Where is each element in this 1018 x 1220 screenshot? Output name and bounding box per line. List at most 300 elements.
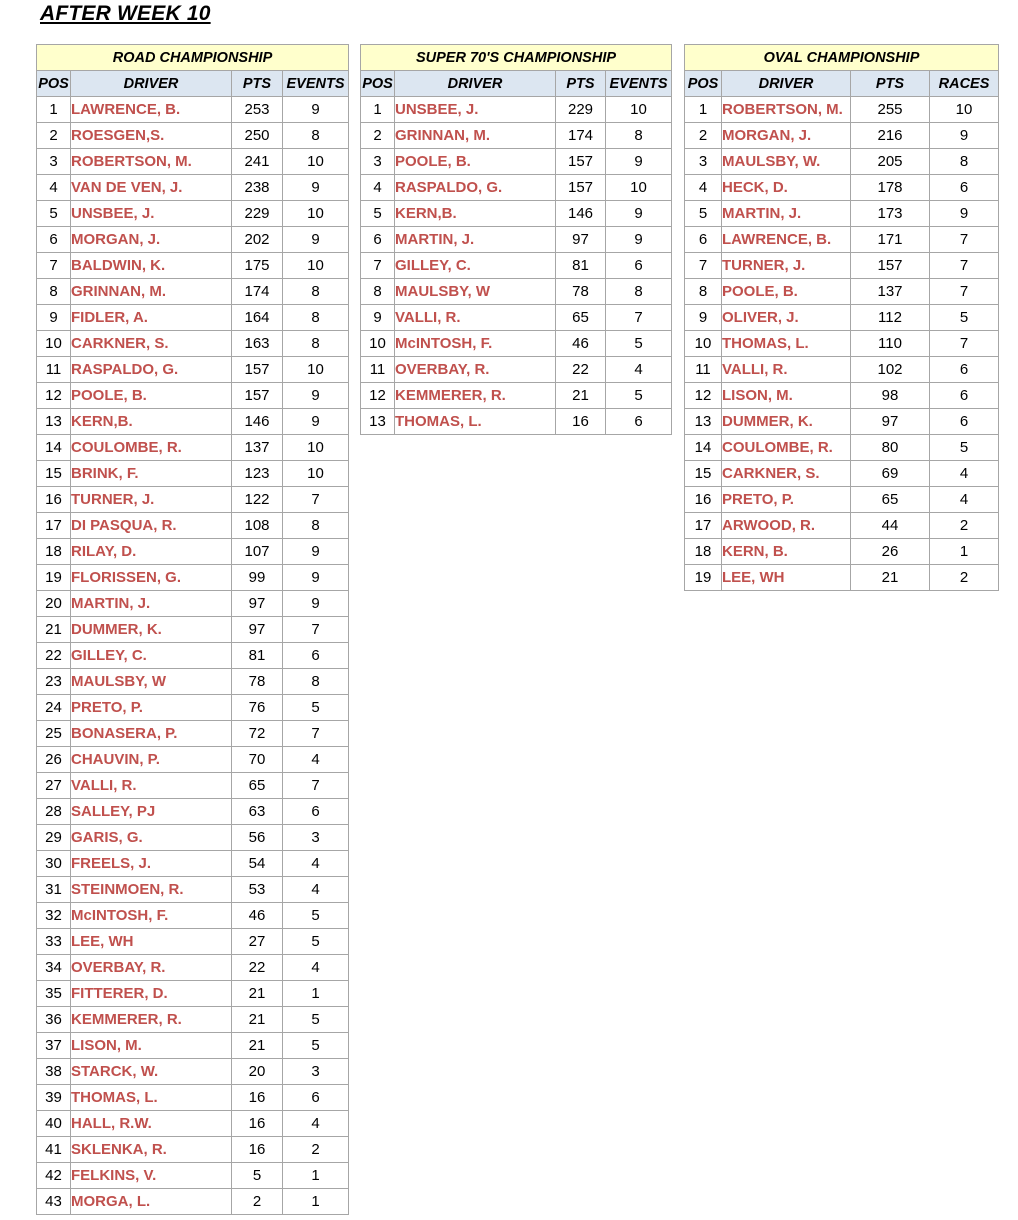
pos-cell: 19 bbox=[37, 565, 71, 591]
pts-cell: 16 bbox=[556, 409, 606, 435]
pos-cell: 6 bbox=[37, 227, 71, 253]
pos-cell: 1 bbox=[685, 97, 722, 123]
pos-cell: 28 bbox=[37, 799, 71, 825]
table-row bbox=[685, 175, 999, 201]
driver-cell: RILAY, D. bbox=[71, 539, 232, 565]
table-row bbox=[37, 435, 349, 461]
driver-cell: PRETO, P. bbox=[71, 695, 232, 721]
table-row bbox=[685, 383, 999, 409]
pos-cell: 2 bbox=[685, 123, 722, 149]
pts-cell: 164 bbox=[232, 305, 283, 331]
driver-cell: PRETO, P. bbox=[722, 487, 851, 513]
driver-cell: POOLE, B. bbox=[71, 383, 232, 409]
pts-cell: 46 bbox=[556, 331, 606, 357]
header-row bbox=[361, 71, 672, 97]
count-cell: 10 bbox=[930, 97, 999, 123]
pos-cell: 29 bbox=[37, 825, 71, 851]
pts-header: PTS bbox=[851, 71, 930, 97]
pos-cell: 26 bbox=[37, 747, 71, 773]
count-cell: 4 bbox=[930, 461, 999, 487]
count-cell: 10 bbox=[283, 357, 349, 383]
pts-cell: 99 bbox=[232, 565, 283, 591]
table-row bbox=[37, 747, 349, 773]
table-row bbox=[37, 799, 349, 825]
driver-cell: UNSBEE, J. bbox=[71, 201, 232, 227]
count-cell: 4 bbox=[283, 1111, 349, 1137]
table-row bbox=[685, 253, 999, 279]
pos-cell: 2 bbox=[37, 123, 71, 149]
driver-cell: CARKNER, S. bbox=[71, 331, 232, 357]
pts-cell: 108 bbox=[232, 513, 283, 539]
count-cell: 9 bbox=[930, 123, 999, 149]
table-title: OVAL CHAMPIONSHIP bbox=[685, 45, 999, 71]
pts-cell: 65 bbox=[851, 487, 930, 513]
driver-cell: RASPALDO, G. bbox=[71, 357, 232, 383]
driver-cell: LAWRENCE, B. bbox=[722, 227, 851, 253]
driver-cell: VAN DE VEN, J. bbox=[71, 175, 232, 201]
pts-cell: 241 bbox=[232, 149, 283, 175]
pos-cell: 1 bbox=[361, 97, 395, 123]
driver-cell: VALLI, R. bbox=[722, 357, 851, 383]
pts-cell: 2 bbox=[232, 1189, 283, 1215]
count-cell: 7 bbox=[283, 617, 349, 643]
pos-cell: 5 bbox=[685, 201, 722, 227]
pos-cell: 32 bbox=[37, 903, 71, 929]
pts-cell: 78 bbox=[556, 279, 606, 305]
count-header: EVENTS bbox=[606, 71, 672, 97]
table-row bbox=[685, 565, 999, 591]
pts-cell: 102 bbox=[851, 357, 930, 383]
count-cell: 3 bbox=[283, 1059, 349, 1085]
pts-cell: 22 bbox=[556, 357, 606, 383]
count-cell: 1 bbox=[930, 539, 999, 565]
count-cell: 9 bbox=[283, 565, 349, 591]
driver-cell: MORGA, L. bbox=[71, 1189, 232, 1215]
pts-cell: 255 bbox=[851, 97, 930, 123]
pos-cell: 6 bbox=[361, 227, 395, 253]
pts-cell: 46 bbox=[232, 903, 283, 929]
pts-cell: 80 bbox=[851, 435, 930, 461]
table-row bbox=[37, 1137, 349, 1163]
pos-cell: 41 bbox=[37, 1137, 71, 1163]
pos-cell: 18 bbox=[685, 539, 722, 565]
count-cell: 5 bbox=[283, 1007, 349, 1033]
pts-cell: 97 bbox=[851, 409, 930, 435]
driver-cell: FREELS, J. bbox=[71, 851, 232, 877]
table-row bbox=[685, 435, 999, 461]
table-row bbox=[37, 955, 349, 981]
driver-cell: BONASERA, P. bbox=[71, 721, 232, 747]
pos-cell: 7 bbox=[361, 253, 395, 279]
table-row bbox=[361, 331, 672, 357]
pts-cell: 174 bbox=[232, 279, 283, 305]
pts-cell: 72 bbox=[232, 721, 283, 747]
pts-cell: 202 bbox=[232, 227, 283, 253]
pos-cell: 5 bbox=[37, 201, 71, 227]
pos-header: POS bbox=[685, 71, 722, 97]
pts-cell: 65 bbox=[556, 305, 606, 331]
pos-cell: 10 bbox=[37, 331, 71, 357]
driver-cell: KERN,B. bbox=[71, 409, 232, 435]
pos-cell: 9 bbox=[685, 305, 722, 331]
pts-cell: 21 bbox=[556, 383, 606, 409]
table-row bbox=[37, 305, 349, 331]
table-row bbox=[37, 617, 349, 643]
driver-cell: BRINK, F. bbox=[71, 461, 232, 487]
pts-cell: 175 bbox=[232, 253, 283, 279]
pos-cell: 6 bbox=[685, 227, 722, 253]
pts-cell: 16 bbox=[232, 1137, 283, 1163]
pts-cell: 20 bbox=[232, 1059, 283, 1085]
table-row bbox=[361, 97, 672, 123]
table-row bbox=[361, 357, 672, 383]
table-row bbox=[37, 1189, 349, 1215]
pts-cell: 216 bbox=[851, 123, 930, 149]
table-row bbox=[361, 149, 672, 175]
pos-cell: 34 bbox=[37, 955, 71, 981]
driver-cell: THOMAS, L. bbox=[722, 331, 851, 357]
driver-cell: MAULSBY, W bbox=[71, 669, 232, 695]
driver-cell: ARWOOD, R. bbox=[722, 513, 851, 539]
driver-header: DRIVER bbox=[395, 71, 556, 97]
driver-cell: VALLI, R. bbox=[71, 773, 232, 799]
driver-cell: CHAUVIN, P. bbox=[71, 747, 232, 773]
pts-cell: 157 bbox=[851, 253, 930, 279]
driver-cell: ROBERTSON, M. bbox=[722, 97, 851, 123]
pts-cell: 123 bbox=[232, 461, 283, 487]
driver-cell: KEMMERER, R. bbox=[395, 383, 556, 409]
driver-cell: GILLEY, C. bbox=[395, 253, 556, 279]
pts-cell: 63 bbox=[232, 799, 283, 825]
table-row bbox=[361, 201, 672, 227]
driver-cell: FIDLER, A. bbox=[71, 305, 232, 331]
driver-cell: ROESGEN,S. bbox=[71, 123, 232, 149]
pts-cell: 21 bbox=[232, 1007, 283, 1033]
driver-cell: GRINNAN, M. bbox=[395, 123, 556, 149]
count-cell: 8 bbox=[283, 123, 349, 149]
pos-cell: 9 bbox=[361, 305, 395, 331]
driver-cell: MARTIN, J. bbox=[395, 227, 556, 253]
count-cell: 4 bbox=[283, 955, 349, 981]
pos-cell: 31 bbox=[37, 877, 71, 903]
driver-header: DRIVER bbox=[71, 71, 232, 97]
count-cell: 7 bbox=[283, 487, 349, 513]
count-cell: 1 bbox=[283, 1163, 349, 1189]
driver-cell: BALDWIN, K. bbox=[71, 253, 232, 279]
pos-cell: 4 bbox=[361, 175, 395, 201]
driver-cell: KEMMERER, R. bbox=[71, 1007, 232, 1033]
driver-cell: ROBERTSON, M. bbox=[71, 149, 232, 175]
count-cell: 7 bbox=[283, 721, 349, 747]
pos-cell: 20 bbox=[37, 591, 71, 617]
header-row bbox=[685, 71, 999, 97]
pos-cell: 36 bbox=[37, 1007, 71, 1033]
pts-cell: 146 bbox=[556, 201, 606, 227]
pos-cell: 13 bbox=[685, 409, 722, 435]
pts-cell: 174 bbox=[556, 123, 606, 149]
pts-cell: 76 bbox=[232, 695, 283, 721]
table-row bbox=[685, 487, 999, 513]
pos-cell: 12 bbox=[685, 383, 722, 409]
count-cell: 8 bbox=[606, 279, 672, 305]
pos-cell: 23 bbox=[37, 669, 71, 695]
pts-cell: 163 bbox=[232, 331, 283, 357]
driver-cell: UNSBEE, J. bbox=[395, 97, 556, 123]
driver-cell: SALLEY, PJ bbox=[71, 799, 232, 825]
driver-cell: OVERBAY, R. bbox=[71, 955, 232, 981]
driver-cell: KERN, B. bbox=[722, 539, 851, 565]
count-cell: 7 bbox=[930, 279, 999, 305]
pos-cell: 8 bbox=[685, 279, 722, 305]
pts-cell: 137 bbox=[851, 279, 930, 305]
driver-cell: MAULSBY, W. bbox=[722, 149, 851, 175]
table-row bbox=[685, 201, 999, 227]
table-row bbox=[361, 175, 672, 201]
count-cell: 7 bbox=[930, 227, 999, 253]
pts-cell: 44 bbox=[851, 513, 930, 539]
driver-cell: THOMAS, L. bbox=[395, 409, 556, 435]
driver-cell: LAWRENCE, B. bbox=[71, 97, 232, 123]
count-cell: 1 bbox=[283, 981, 349, 1007]
pos-cell: 3 bbox=[361, 149, 395, 175]
pos-cell: 39 bbox=[37, 1085, 71, 1111]
pts-cell: 16 bbox=[232, 1085, 283, 1111]
count-cell: 7 bbox=[606, 305, 672, 331]
table-row bbox=[37, 1111, 349, 1137]
pos-cell: 8 bbox=[361, 279, 395, 305]
pos-cell: 11 bbox=[37, 357, 71, 383]
table-row bbox=[37, 409, 349, 435]
pos-cell: 17 bbox=[685, 513, 722, 539]
pts-cell: 229 bbox=[556, 97, 606, 123]
driver-cell: TURNER, J. bbox=[71, 487, 232, 513]
driver-cell: OVERBAY, R. bbox=[395, 357, 556, 383]
table-row bbox=[37, 1033, 349, 1059]
pts-cell: 253 bbox=[232, 97, 283, 123]
table-row bbox=[685, 461, 999, 487]
pos-cell: 33 bbox=[37, 929, 71, 955]
oval-championship-table bbox=[684, 44, 999, 591]
count-cell: 6 bbox=[930, 357, 999, 383]
pts-cell: 65 bbox=[232, 773, 283, 799]
pts-cell: 70 bbox=[232, 747, 283, 773]
pts-cell: 171 bbox=[851, 227, 930, 253]
header-row bbox=[37, 71, 349, 97]
table-row bbox=[37, 383, 349, 409]
pos-cell: 9 bbox=[37, 305, 71, 331]
table-row bbox=[361, 227, 672, 253]
road-championship-table bbox=[36, 44, 349, 1215]
driver-cell: COULOMBE, R. bbox=[722, 435, 851, 461]
count-cell: 9 bbox=[283, 227, 349, 253]
table-row bbox=[37, 253, 349, 279]
pts-cell: 56 bbox=[232, 825, 283, 851]
count-cell: 4 bbox=[283, 877, 349, 903]
pts-cell: 157 bbox=[556, 149, 606, 175]
pos-cell: 1 bbox=[37, 97, 71, 123]
pts-cell: 5 bbox=[232, 1163, 283, 1189]
driver-cell: COULOMBE, R. bbox=[71, 435, 232, 461]
table-row bbox=[37, 695, 349, 721]
pts-cell: 53 bbox=[232, 877, 283, 903]
driver-cell: HECK, D. bbox=[722, 175, 851, 201]
table-row bbox=[37, 97, 349, 123]
count-header: EVENTS bbox=[283, 71, 349, 97]
table-row bbox=[37, 513, 349, 539]
pos-cell: 13 bbox=[361, 409, 395, 435]
table-row bbox=[685, 123, 999, 149]
table-title: ROAD CHAMPIONSHIP bbox=[37, 45, 349, 71]
driver-cell: GARIS, G. bbox=[71, 825, 232, 851]
page-title: AFTER WEEK 10 bbox=[40, 2, 211, 25]
count-cell: 9 bbox=[283, 175, 349, 201]
count-cell: 9 bbox=[283, 591, 349, 617]
pos-cell: 17 bbox=[37, 513, 71, 539]
pos-cell: 15 bbox=[37, 461, 71, 487]
driver-cell: McINTOSH, F. bbox=[395, 331, 556, 357]
count-cell: 5 bbox=[283, 903, 349, 929]
table-row bbox=[37, 539, 349, 565]
pos-cell: 11 bbox=[685, 357, 722, 383]
count-cell: 6 bbox=[283, 799, 349, 825]
pos-header: POS bbox=[37, 71, 71, 97]
table-row bbox=[37, 461, 349, 487]
count-cell: 8 bbox=[606, 123, 672, 149]
count-cell: 9 bbox=[283, 409, 349, 435]
driver-cell: THOMAS, L. bbox=[71, 1085, 232, 1111]
driver-cell: LISON, M. bbox=[722, 383, 851, 409]
count-cell: 8 bbox=[283, 279, 349, 305]
pts-cell: 27 bbox=[232, 929, 283, 955]
pos-cell: 4 bbox=[37, 175, 71, 201]
pos-cell: 12 bbox=[361, 383, 395, 409]
table-row bbox=[37, 851, 349, 877]
table-row bbox=[361, 253, 672, 279]
count-cell: 10 bbox=[606, 97, 672, 123]
pts-cell: 81 bbox=[232, 643, 283, 669]
driver-cell: FLORISSEN, G. bbox=[71, 565, 232, 591]
pos-cell: 19 bbox=[685, 565, 722, 591]
table-row bbox=[37, 877, 349, 903]
table-row bbox=[361, 305, 672, 331]
count-cell: 10 bbox=[283, 253, 349, 279]
pos-cell: 37 bbox=[37, 1033, 71, 1059]
table-row bbox=[37, 773, 349, 799]
pos-cell: 10 bbox=[685, 331, 722, 357]
count-cell: 8 bbox=[283, 513, 349, 539]
pos-cell: 15 bbox=[685, 461, 722, 487]
count-cell: 6 bbox=[606, 409, 672, 435]
driver-cell: LEE, WH bbox=[71, 929, 232, 955]
pos-cell: 3 bbox=[37, 149, 71, 175]
driver-cell: KERN,B. bbox=[395, 201, 556, 227]
driver-cell: POOLE, B. bbox=[395, 149, 556, 175]
driver-cell: TURNER, J. bbox=[722, 253, 851, 279]
pts-cell: 97 bbox=[232, 617, 283, 643]
pts-cell: 78 bbox=[232, 669, 283, 695]
driver-cell: VALLI, R. bbox=[395, 305, 556, 331]
table-row bbox=[37, 175, 349, 201]
driver-cell: MAULSBY, W bbox=[395, 279, 556, 305]
count-header: RACES bbox=[930, 71, 999, 97]
driver-cell: LEE, WH bbox=[722, 565, 851, 591]
pos-cell: 43 bbox=[37, 1189, 71, 1215]
count-cell: 9 bbox=[283, 97, 349, 123]
table-row bbox=[37, 357, 349, 383]
driver-cell: DUMMER, K. bbox=[71, 617, 232, 643]
driver-cell: FELKINS, V. bbox=[71, 1163, 232, 1189]
count-cell: 8 bbox=[930, 149, 999, 175]
count-cell: 2 bbox=[930, 565, 999, 591]
pts-cell: 205 bbox=[851, 149, 930, 175]
driver-cell: SKLENKA, R. bbox=[71, 1137, 232, 1163]
count-cell: 9 bbox=[930, 201, 999, 227]
pts-cell: 112 bbox=[851, 305, 930, 331]
table-row bbox=[361, 279, 672, 305]
count-cell: 8 bbox=[283, 669, 349, 695]
count-cell: 7 bbox=[283, 773, 349, 799]
pos-cell: 16 bbox=[685, 487, 722, 513]
pts-cell: 81 bbox=[556, 253, 606, 279]
pts-header: PTS bbox=[232, 71, 283, 97]
driver-cell: MARTIN, J. bbox=[71, 591, 232, 617]
count-cell: 4 bbox=[930, 487, 999, 513]
table-row bbox=[37, 1163, 349, 1189]
pts-cell: 137 bbox=[232, 435, 283, 461]
pos-cell: 2 bbox=[361, 123, 395, 149]
pos-cell: 14 bbox=[37, 435, 71, 461]
count-cell: 10 bbox=[283, 149, 349, 175]
table-row bbox=[685, 227, 999, 253]
count-cell: 6 bbox=[930, 409, 999, 435]
table-row bbox=[685, 279, 999, 305]
pos-cell: 18 bbox=[37, 539, 71, 565]
pts-cell: 98 bbox=[851, 383, 930, 409]
count-cell: 5 bbox=[606, 383, 672, 409]
pts-cell: 157 bbox=[556, 175, 606, 201]
pts-cell: 69 bbox=[851, 461, 930, 487]
table-row bbox=[37, 929, 349, 955]
count-cell: 5 bbox=[283, 695, 349, 721]
count-cell: 5 bbox=[283, 1033, 349, 1059]
table-row bbox=[37, 669, 349, 695]
pts-cell: 250 bbox=[232, 123, 283, 149]
pos-cell: 42 bbox=[37, 1163, 71, 1189]
pts-cell: 229 bbox=[232, 201, 283, 227]
driver-cell: DUMMER, K. bbox=[722, 409, 851, 435]
pos-cell: 24 bbox=[37, 695, 71, 721]
pos-cell: 16 bbox=[37, 487, 71, 513]
driver-cell: McINTOSH, F. bbox=[71, 903, 232, 929]
pos-header: POS bbox=[361, 71, 395, 97]
table-row bbox=[685, 357, 999, 383]
pos-cell: 40 bbox=[37, 1111, 71, 1137]
count-cell: 5 bbox=[930, 305, 999, 331]
count-cell: 6 bbox=[930, 383, 999, 409]
pos-cell: 35 bbox=[37, 981, 71, 1007]
pts-cell: 146 bbox=[232, 409, 283, 435]
table-row bbox=[37, 903, 349, 929]
pts-cell: 21 bbox=[232, 1033, 283, 1059]
pos-cell: 25 bbox=[37, 721, 71, 747]
count-cell: 6 bbox=[606, 253, 672, 279]
pts-cell: 16 bbox=[232, 1111, 283, 1137]
pts-cell: 26 bbox=[851, 539, 930, 565]
pos-cell: 7 bbox=[37, 253, 71, 279]
table-row bbox=[37, 227, 349, 253]
count-cell: 8 bbox=[283, 331, 349, 357]
driver-header: DRIVER bbox=[722, 71, 851, 97]
